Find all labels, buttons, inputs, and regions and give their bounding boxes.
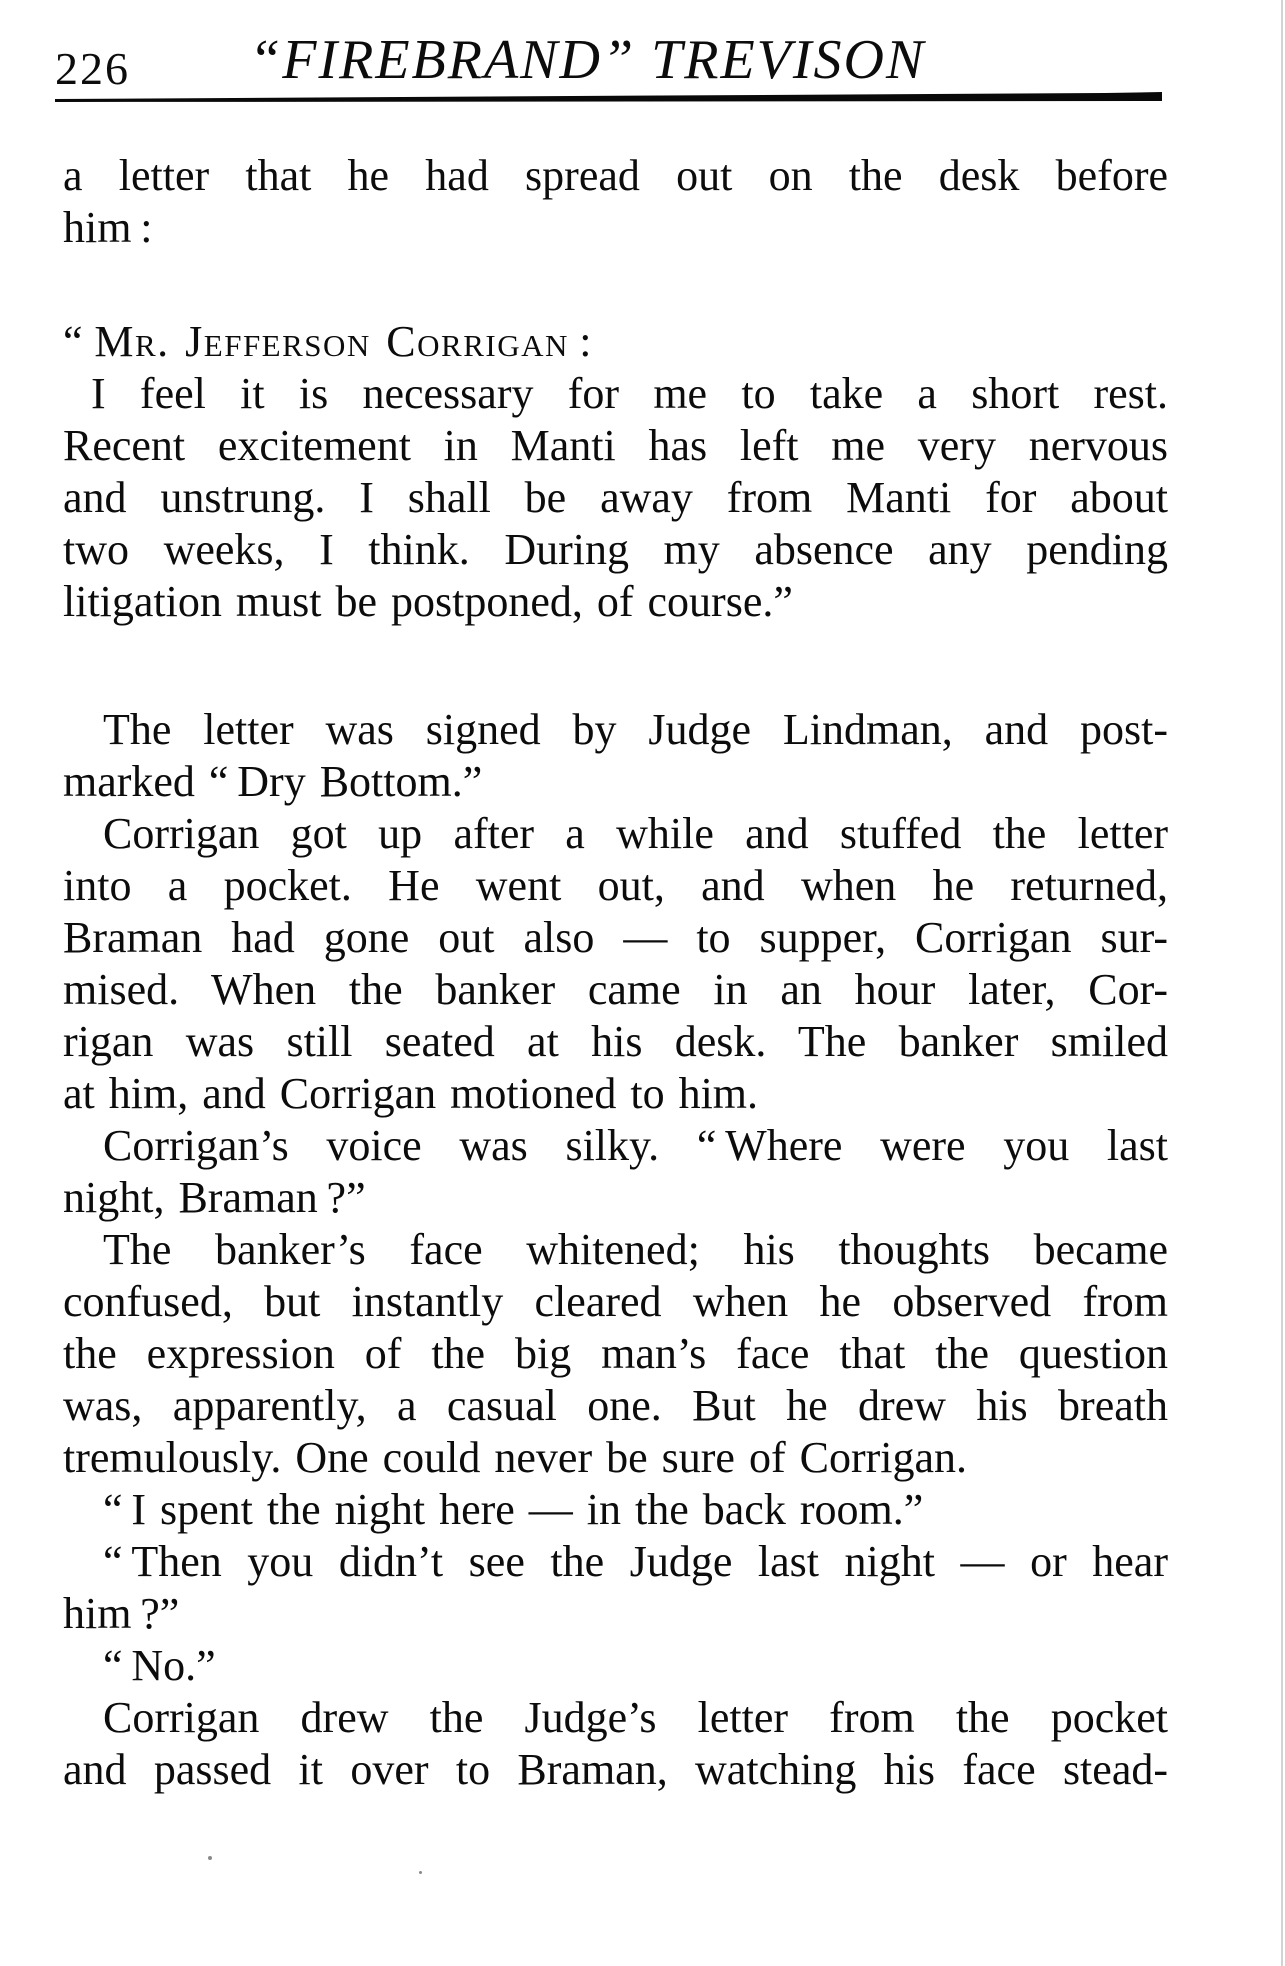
text-line: The banker’s face whitened; his thoughts became [103, 1225, 1168, 1274]
text-line: Corrigan drew the Judge’s letter from the pocket [103, 1693, 1168, 1742]
text-line: litigation must be postponed, of course.” [63, 577, 793, 626]
paragraph-group [63, 704, 1168, 1796]
text-line: him : [63, 203, 153, 252]
running-title: “FIREBRAND” TREVISON [249, 29, 926, 91]
text-line: Corrigan got up after a while and stuffed the letter [103, 809, 1168, 858]
text-line: the expression of the big man’s face that the question [63, 1329, 1168, 1378]
text-line: was, apparently, a casual one. But he drew his breath [63, 1381, 1168, 1430]
text-line: rigan was still seated at his desk. The banker smiled [63, 1017, 1168, 1066]
text-line: a letter that he had spread out on the desk before [63, 151, 1168, 200]
paragraph [63, 704, 1168, 808]
paragraph [63, 1484, 1168, 1536]
text-line: Braman had gone out also — to supper, Corrigan sur- [63, 913, 1168, 962]
text-line: and passed it over to Braman, watching his face stead- [63, 1745, 1168, 1794]
paragraph [63, 808, 1168, 1120]
scan-speck [208, 1856, 212, 1860]
paragraph [63, 1120, 1168, 1224]
paragraph [63, 368, 1168, 628]
text-line: marked “ Dry Bottom.” [63, 757, 483, 806]
text-line: “ I spent the night here — in the back room.” [103, 1485, 924, 1534]
text-line: two weeks, I think. During my absence any pending [63, 525, 1168, 574]
text-line: at him, and Corrigan motioned to him. [63, 1069, 759, 1118]
text-line: night, Braman ?” [63, 1173, 366, 1222]
letter-block [63, 316, 1168, 628]
scan-speck [419, 1871, 422, 1874]
text-line: confused, but instantly cleared when he observed from [63, 1277, 1168, 1326]
text-line: tremulously. One could never be sure of Corrigan. [63, 1433, 968, 1482]
paragraph [63, 1692, 1168, 1796]
text-line: mised. When the banker came in an hour later, Cor- [63, 965, 1168, 1014]
letter-salutation: “ Mr. Jefferson Corrigan : [63, 317, 593, 366]
text-line: “ No.” [103, 1641, 216, 1690]
header-rule [55, 92, 1162, 104]
body-text [63, 150, 1168, 1796]
paragraph [63, 1640, 1168, 1692]
page-number: 226 [55, 43, 130, 94]
text-line: Recent excitement in Manti has left me very nervous [63, 421, 1168, 470]
text-line: Corrigan’s voice was silky. “ Where were you last [103, 1121, 1168, 1170]
paragraph [63, 1224, 1168, 1484]
text-line: I feel it is necessary for me to take a short rest. [91, 369, 1168, 418]
text-line: “ Then you didn’t see the Judge last night — or hear [103, 1537, 1168, 1586]
paragraph [63, 1536, 1168, 1640]
text-line: him ?” [63, 1589, 180, 1638]
scan-edge-line [1281, 0, 1283, 1966]
text-line: into a pocket. He went out, and when he returned, [63, 861, 1168, 910]
page-header [55, 28, 1160, 92]
paragraph [63, 150, 1168, 254]
text-line: and unstrung. I shall be away from Manti for about [63, 473, 1168, 522]
text-line: The letter was signed by Judge Lindman, and post- [103, 705, 1168, 754]
